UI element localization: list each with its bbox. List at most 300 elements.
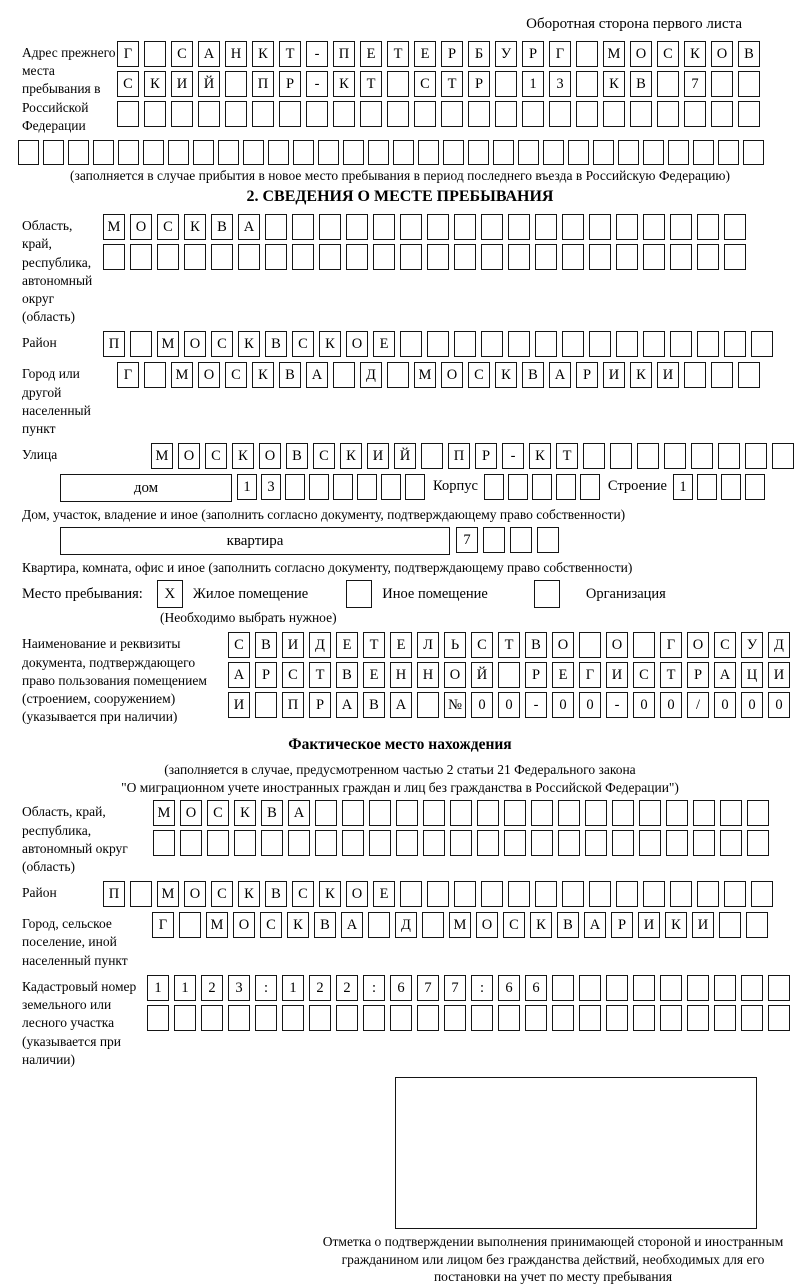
char-cell[interactable] xyxy=(616,244,638,270)
char-cell[interactable] xyxy=(606,975,628,1001)
char-cell[interactable]: В xyxy=(265,331,287,357)
char-cell[interactable]: Р xyxy=(525,662,547,688)
char-cell[interactable]: О xyxy=(184,881,206,907)
char-cell[interactable] xyxy=(666,800,688,826)
checkbox-other-premises[interactable] xyxy=(346,580,372,608)
char-cell[interactable] xyxy=(664,443,686,469)
char-cell[interactable]: С xyxy=(503,912,525,938)
char-cell[interactable] xyxy=(279,101,301,127)
char-cell[interactable] xyxy=(454,214,476,240)
char-cell[interactable] xyxy=(522,101,544,127)
char-cell[interactable] xyxy=(144,101,166,127)
char-cell[interactable]: А xyxy=(228,662,250,688)
char-cell[interactable] xyxy=(118,140,139,165)
char-cell[interactable]: И xyxy=(282,632,304,658)
char-cell[interactable] xyxy=(292,244,314,270)
char-cell[interactable]: К xyxy=(530,912,552,938)
char-cell[interactable] xyxy=(179,912,201,938)
char-cell[interactable]: С xyxy=(157,214,179,240)
char-cell[interactable] xyxy=(724,331,746,357)
char-cell[interactable] xyxy=(309,1005,331,1031)
char-cell[interactable] xyxy=(318,140,339,165)
char-cell[interactable]: П xyxy=(103,331,125,357)
char-cell[interactable]: 2 xyxy=(309,975,331,1001)
char-cell[interactable]: А xyxy=(336,692,358,718)
char-cell[interactable]: 3 xyxy=(549,71,571,97)
char-cell[interactable]: / xyxy=(687,692,709,718)
char-cell[interactable] xyxy=(495,101,517,127)
char-cell[interactable]: К xyxy=(529,443,551,469)
char-cell[interactable]: С xyxy=(414,71,436,97)
char-cell[interactable] xyxy=(157,244,179,270)
char-cell[interactable] xyxy=(510,527,532,553)
char-cell[interactable] xyxy=(637,443,659,469)
char-cell[interactable]: Ь xyxy=(444,632,466,658)
char-cell[interactable] xyxy=(589,331,611,357)
char-cell[interactable] xyxy=(576,41,598,67)
char-cell[interactable]: Т xyxy=(363,632,385,658)
char-cell[interactable]: С xyxy=(211,331,233,357)
char-cell[interactable] xyxy=(670,881,692,907)
char-cell[interactable] xyxy=(508,244,530,270)
char-cell[interactable] xyxy=(745,474,765,500)
char-cell[interactable]: С xyxy=(657,41,679,67)
char-cell[interactable] xyxy=(369,800,391,826)
char-cell[interactable]: Й xyxy=(198,71,220,97)
char-cell[interactable]: Р xyxy=(255,662,277,688)
char-cell[interactable]: М xyxy=(157,331,179,357)
char-cell[interactable]: 0 xyxy=(633,692,655,718)
char-cell[interactable] xyxy=(643,331,665,357)
char-cell[interactable]: 1 xyxy=(282,975,304,1001)
char-cell[interactable] xyxy=(660,975,682,1001)
char-cell[interactable] xyxy=(427,331,449,357)
char-cell[interactable]: П xyxy=(282,692,304,718)
char-cell[interactable]: М xyxy=(157,881,179,907)
char-cell[interactable]: Е xyxy=(336,632,358,658)
char-cell[interactable] xyxy=(481,881,503,907)
char-cell[interactable]: М xyxy=(153,800,175,826)
char-cell[interactable] xyxy=(768,975,790,1001)
char-cell[interactable] xyxy=(400,214,422,240)
char-cell[interactable] xyxy=(368,140,389,165)
char-cell[interactable]: Р xyxy=(576,362,598,388)
checkbox-residential[interactable]: X xyxy=(157,580,183,608)
char-cell[interactable] xyxy=(562,881,584,907)
char-cell[interactable]: 3 xyxy=(228,975,250,1001)
char-cell[interactable]: - xyxy=(502,443,524,469)
char-cell[interactable]: О xyxy=(346,881,368,907)
char-cell[interactable]: К xyxy=(232,443,254,469)
char-cell[interactable] xyxy=(333,474,353,500)
char-cell[interactable]: В xyxy=(336,662,358,688)
char-cell[interactable]: О xyxy=(711,41,733,67)
char-cell[interactable]: 0 xyxy=(741,692,763,718)
char-cell[interactable] xyxy=(171,101,193,127)
char-cell[interactable] xyxy=(405,474,425,500)
char-cell[interactable] xyxy=(643,140,664,165)
char-cell[interactable]: 0 xyxy=(552,692,574,718)
char-cell[interactable]: Е xyxy=(552,662,574,688)
char-cell[interactable] xyxy=(309,474,329,500)
char-cell[interactable] xyxy=(363,1005,385,1031)
char-cell[interactable] xyxy=(147,1005,169,1031)
char-cell[interactable] xyxy=(396,800,418,826)
char-cell[interactable] xyxy=(508,331,530,357)
char-cell[interactable] xyxy=(387,101,409,127)
char-cell[interactable]: И xyxy=(367,443,389,469)
char-cell[interactable]: - xyxy=(525,692,547,718)
char-cell[interactable] xyxy=(585,830,607,856)
char-cell[interactable] xyxy=(454,881,476,907)
char-cell[interactable] xyxy=(643,881,665,907)
char-cell[interactable] xyxy=(697,214,719,240)
char-cell[interactable] xyxy=(168,140,189,165)
char-cell[interactable] xyxy=(255,692,277,718)
char-cell[interactable]: О xyxy=(606,632,628,658)
char-cell[interactable]: В xyxy=(525,632,547,658)
char-cell[interactable]: В xyxy=(279,362,301,388)
char-cell[interactable] xyxy=(618,140,639,165)
char-cell[interactable] xyxy=(336,1005,358,1031)
char-cell[interactable]: В xyxy=(522,362,544,388)
char-cell[interactable] xyxy=(532,474,552,500)
char-cell[interactable]: Г xyxy=(549,41,571,67)
char-cell[interactable]: У xyxy=(741,632,763,658)
char-cell[interactable]: О xyxy=(130,214,152,240)
char-cell[interactable] xyxy=(693,800,715,826)
char-cell[interactable]: О xyxy=(441,362,463,388)
char-cell[interactable] xyxy=(255,1005,277,1031)
char-cell[interactable] xyxy=(400,331,422,357)
char-cell[interactable] xyxy=(180,830,202,856)
char-cell[interactable]: Р xyxy=(279,71,301,97)
char-cell[interactable] xyxy=(369,830,391,856)
char-cell[interactable] xyxy=(633,1005,655,1031)
char-cell[interactable] xyxy=(346,244,368,270)
char-cell[interactable] xyxy=(471,1005,493,1031)
char-cell[interactable]: П xyxy=(103,881,125,907)
char-cell[interactable]: О xyxy=(444,662,466,688)
char-cell[interactable]: 7 xyxy=(444,975,466,1001)
char-cell[interactable]: П xyxy=(333,41,355,67)
char-cell[interactable]: Д xyxy=(360,362,382,388)
char-cell[interactable] xyxy=(481,214,503,240)
char-cell[interactable] xyxy=(531,800,553,826)
char-cell[interactable] xyxy=(751,331,773,357)
char-cell[interactable] xyxy=(174,1005,196,1031)
char-cell[interactable]: 2 xyxy=(201,975,223,1001)
char-cell[interactable]: О xyxy=(198,362,220,388)
char-cell[interactable]: К xyxy=(319,331,341,357)
char-cell[interactable]: К xyxy=(333,71,355,97)
char-cell[interactable]: 0 xyxy=(714,692,736,718)
char-cell[interactable]: С xyxy=(228,632,250,658)
char-cell[interactable]: 0 xyxy=(498,692,520,718)
char-cell[interactable] xyxy=(238,244,260,270)
char-cell[interactable] xyxy=(562,214,584,240)
char-cell[interactable]: Е xyxy=(414,41,436,67)
char-cell[interactable]: В xyxy=(261,800,283,826)
char-cell[interactable] xyxy=(390,1005,412,1031)
char-cell[interactable]: И xyxy=(171,71,193,97)
char-cell[interactable] xyxy=(504,830,526,856)
char-cell[interactable] xyxy=(585,800,607,826)
char-cell[interactable] xyxy=(495,71,517,97)
char-cell[interactable] xyxy=(144,41,166,67)
char-cell[interactable] xyxy=(668,140,689,165)
char-cell[interactable]: К xyxy=(184,214,206,240)
char-cell[interactable] xyxy=(589,244,611,270)
char-cell[interactable] xyxy=(562,244,584,270)
char-cell[interactable]: Т xyxy=(360,71,382,97)
char-cell[interactable]: № xyxy=(444,692,466,718)
char-cell[interactable] xyxy=(292,214,314,240)
char-cell[interactable] xyxy=(606,1005,628,1031)
char-cell[interactable] xyxy=(211,244,233,270)
char-cell[interactable] xyxy=(633,975,655,1001)
char-cell[interactable]: А xyxy=(238,214,260,240)
char-cell[interactable]: К xyxy=(238,881,260,907)
char-cell[interactable] xyxy=(531,830,553,856)
char-cell[interactable] xyxy=(537,527,559,553)
char-cell[interactable] xyxy=(562,331,584,357)
char-cell[interactable]: С xyxy=(225,362,247,388)
char-cell[interactable] xyxy=(481,331,503,357)
char-cell[interactable] xyxy=(427,244,449,270)
char-cell[interactable] xyxy=(184,244,206,270)
char-cell[interactable] xyxy=(498,662,520,688)
char-cell[interactable] xyxy=(549,101,571,127)
char-cell[interactable]: 6 xyxy=(525,975,547,1001)
char-cell[interactable] xyxy=(252,101,274,127)
char-cell[interactable]: В xyxy=(314,912,336,938)
char-cell[interactable]: 0 xyxy=(579,692,601,718)
char-cell[interactable]: В xyxy=(738,41,760,67)
char-cell[interactable] xyxy=(333,362,355,388)
char-cell[interactable] xyxy=(450,830,472,856)
char-cell[interactable] xyxy=(691,443,713,469)
char-cell[interactable]: 1 xyxy=(522,71,544,97)
char-cell[interactable] xyxy=(400,881,422,907)
char-cell[interactable]: Д xyxy=(395,912,417,938)
char-cell[interactable] xyxy=(639,800,661,826)
char-cell[interactable] xyxy=(556,474,576,500)
char-cell[interactable]: К xyxy=(234,800,256,826)
char-cell[interactable] xyxy=(360,101,382,127)
char-cell[interactable] xyxy=(483,527,505,553)
char-cell[interactable]: 1 xyxy=(237,474,257,500)
char-cell[interactable]: С xyxy=(313,443,335,469)
char-cell[interactable] xyxy=(143,140,164,165)
char-cell[interactable] xyxy=(319,214,341,240)
char-cell[interactable] xyxy=(721,474,741,500)
char-cell[interactable] xyxy=(697,474,717,500)
char-cell[interactable] xyxy=(719,912,741,938)
char-cell[interactable]: О xyxy=(346,331,368,357)
char-cell[interactable]: Ц xyxy=(741,662,763,688)
char-cell[interactable]: М xyxy=(449,912,471,938)
char-cell[interactable] xyxy=(373,244,395,270)
char-cell[interactable]: О xyxy=(476,912,498,938)
char-cell[interactable] xyxy=(418,140,439,165)
char-cell[interactable] xyxy=(441,101,463,127)
char-cell[interactable] xyxy=(630,101,652,127)
char-cell[interactable]: : xyxy=(255,975,277,1001)
char-cell[interactable] xyxy=(660,1005,682,1031)
char-cell[interactable] xyxy=(508,214,530,240)
char-cell[interactable] xyxy=(443,140,464,165)
char-cell[interactable]: С xyxy=(171,41,193,67)
char-cell[interactable] xyxy=(368,912,390,938)
char-cell[interactable]: : xyxy=(471,975,493,1001)
char-cell[interactable]: Е xyxy=(373,331,395,357)
char-cell[interactable] xyxy=(117,101,139,127)
char-cell[interactable] xyxy=(454,244,476,270)
char-cell[interactable] xyxy=(718,443,740,469)
char-cell[interactable]: П xyxy=(252,71,274,97)
char-cell[interactable] xyxy=(720,800,742,826)
char-cell[interactable]: С xyxy=(205,443,227,469)
char-cell[interactable]: О xyxy=(178,443,200,469)
char-cell[interactable]: М xyxy=(603,41,625,67)
char-cell[interactable] xyxy=(130,244,152,270)
char-cell[interactable] xyxy=(745,443,767,469)
char-cell[interactable]: К xyxy=(603,71,625,97)
char-cell[interactable]: Д xyxy=(309,632,331,658)
checkbox-organization[interactable] xyxy=(534,580,560,608)
char-cell[interactable] xyxy=(552,1005,574,1031)
char-cell[interactable] xyxy=(543,140,564,165)
char-cell[interactable]: М xyxy=(414,362,436,388)
char-cell[interactable]: С xyxy=(211,881,233,907)
char-cell[interactable] xyxy=(576,101,598,127)
char-cell[interactable]: В xyxy=(286,443,308,469)
char-cell[interactable]: Т xyxy=(387,41,409,67)
char-cell[interactable]: О xyxy=(184,331,206,357)
char-cell[interactable] xyxy=(201,1005,223,1031)
char-cell[interactable] xyxy=(657,101,679,127)
char-cell[interactable]: К xyxy=(144,71,166,97)
char-cell[interactable]: С xyxy=(207,800,229,826)
char-cell[interactable] xyxy=(481,244,503,270)
char-cell[interactable]: 7 xyxy=(456,527,478,553)
char-cell[interactable] xyxy=(670,331,692,357)
char-cell[interactable] xyxy=(103,244,125,270)
char-cell[interactable] xyxy=(421,443,443,469)
char-cell[interactable]: Г xyxy=(579,662,601,688)
char-cell[interactable] xyxy=(400,244,422,270)
char-cell[interactable]: Г xyxy=(117,362,139,388)
char-cell[interactable]: Р xyxy=(309,692,331,718)
char-cell[interactable]: И xyxy=(692,912,714,938)
char-cell[interactable] xyxy=(417,692,439,718)
char-cell[interactable]: Р xyxy=(468,71,490,97)
char-cell[interactable]: В xyxy=(265,881,287,907)
char-cell[interactable] xyxy=(387,362,409,388)
char-cell[interactable] xyxy=(697,881,719,907)
char-cell[interactable]: С xyxy=(117,71,139,97)
char-cell[interactable] xyxy=(743,140,764,165)
char-cell[interactable]: А xyxy=(341,912,363,938)
char-cell[interactable] xyxy=(558,800,580,826)
char-cell[interactable] xyxy=(535,214,557,240)
char-cell[interactable] xyxy=(579,975,601,1001)
char-cell[interactable] xyxy=(43,140,64,165)
char-cell[interactable] xyxy=(319,244,341,270)
char-cell[interactable]: К xyxy=(665,912,687,938)
char-cell[interactable] xyxy=(616,881,638,907)
char-cell[interactable] xyxy=(207,830,229,856)
char-cell[interactable]: В xyxy=(363,692,385,718)
char-cell[interactable]: С xyxy=(292,881,314,907)
char-cell[interactable] xyxy=(315,830,337,856)
char-cell[interactable] xyxy=(498,1005,520,1031)
char-cell[interactable]: В xyxy=(630,71,652,97)
char-cell[interactable]: Н xyxy=(390,662,412,688)
char-cell[interactable]: В xyxy=(255,632,277,658)
char-cell[interactable]: А xyxy=(549,362,571,388)
char-cell[interactable]: Г xyxy=(152,912,174,938)
char-cell[interactable]: М xyxy=(151,443,173,469)
char-cell[interactable] xyxy=(144,362,166,388)
char-cell[interactable] xyxy=(373,214,395,240)
char-cell[interactable]: Д xyxy=(768,632,790,658)
char-cell[interactable]: К xyxy=(287,912,309,938)
char-cell[interactable] xyxy=(738,362,760,388)
char-cell[interactable]: Т xyxy=(309,662,331,688)
char-cell[interactable] xyxy=(153,830,175,856)
char-cell[interactable] xyxy=(444,1005,466,1031)
char-cell[interactable] xyxy=(552,975,574,1001)
char-cell[interactable]: Т xyxy=(660,662,682,688)
char-cell[interactable] xyxy=(427,214,449,240)
char-cell[interactable] xyxy=(243,140,264,165)
char-cell[interactable]: А xyxy=(198,41,220,67)
char-cell[interactable]: К xyxy=(252,362,274,388)
char-cell[interactable]: Б xyxy=(468,41,490,67)
char-cell[interactable] xyxy=(711,71,733,97)
char-cell[interactable] xyxy=(225,71,247,97)
char-cell[interactable]: А xyxy=(390,692,412,718)
char-cell[interactable]: : xyxy=(363,975,385,1001)
char-cell[interactable]: Р xyxy=(475,443,497,469)
char-cell[interactable] xyxy=(130,881,152,907)
char-cell[interactable] xyxy=(643,214,665,240)
char-cell[interactable] xyxy=(508,881,530,907)
char-cell[interactable] xyxy=(261,830,283,856)
char-cell[interactable] xyxy=(724,244,746,270)
char-cell[interactable]: 1 xyxy=(673,474,693,500)
char-cell[interactable]: К xyxy=(252,41,274,67)
char-cell[interactable]: 6 xyxy=(390,975,412,1001)
char-cell[interactable] xyxy=(285,474,305,500)
char-cell[interactable] xyxy=(747,800,769,826)
char-cell[interactable] xyxy=(288,830,310,856)
char-cell[interactable] xyxy=(583,443,605,469)
char-cell[interactable]: О xyxy=(687,632,709,658)
char-cell[interactable] xyxy=(603,101,625,127)
char-cell[interactable]: А xyxy=(584,912,606,938)
char-cell[interactable] xyxy=(68,140,89,165)
char-cell[interactable] xyxy=(282,1005,304,1031)
char-cell[interactable]: 0 xyxy=(471,692,493,718)
char-cell[interactable] xyxy=(225,101,247,127)
char-cell[interactable] xyxy=(268,140,289,165)
char-cell[interactable]: 1 xyxy=(174,975,196,1001)
char-cell[interactable]: М xyxy=(206,912,228,938)
char-cell[interactable] xyxy=(508,474,528,500)
